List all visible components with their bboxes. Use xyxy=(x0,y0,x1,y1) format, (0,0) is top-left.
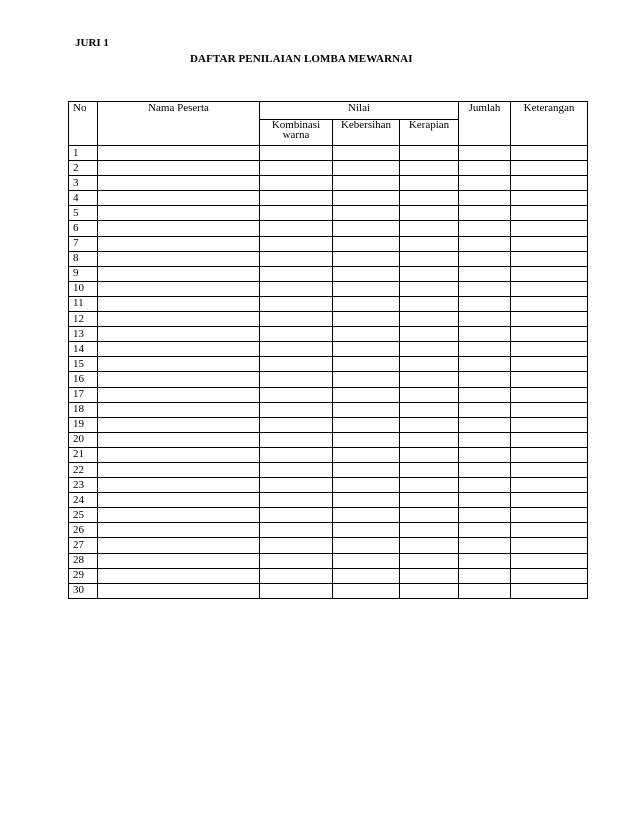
cell-nama-peserta[interactable] xyxy=(98,281,260,296)
table-row xyxy=(69,462,588,477)
cell-jumlah[interactable] xyxy=(459,508,511,523)
cell-kombinasi-warna[interactable] xyxy=(260,523,333,538)
table-row xyxy=(69,221,588,236)
cell-kebersihan[interactable] xyxy=(333,583,400,598)
cell-keterangan[interactable] xyxy=(511,161,588,176)
cell-keterangan[interactable] xyxy=(511,206,588,221)
table-row xyxy=(69,568,588,583)
cell-keterangan[interactable] xyxy=(511,417,588,432)
cell-keterangan[interactable] xyxy=(511,583,588,598)
subheader-kombinasi-warna: Kombinasi warna xyxy=(260,120,333,146)
score-table xyxy=(68,101,588,599)
cell-keterangan[interactable] xyxy=(511,221,588,236)
row-number: 17 xyxy=(69,387,98,402)
cell-kombinasi-warna[interactable] xyxy=(260,478,333,493)
row-number: 5 xyxy=(69,206,98,221)
cell-kerapian[interactable] xyxy=(400,342,459,357)
row-number: 19 xyxy=(69,417,98,432)
row-number: 24 xyxy=(69,493,98,508)
cell-kombinasi-warna[interactable] xyxy=(260,357,333,372)
cell-jumlah[interactable] xyxy=(459,553,511,568)
cell-kebersihan[interactable] xyxy=(333,462,400,477)
cell-kerapian[interactable] xyxy=(400,266,459,281)
row-number: 15 xyxy=(69,357,98,372)
cell-jumlah[interactable] xyxy=(459,493,511,508)
cell-keterangan[interactable] xyxy=(511,568,588,583)
cell-keterangan[interactable] xyxy=(511,146,588,161)
table-row xyxy=(69,538,588,553)
row-number: 25 xyxy=(69,508,98,523)
table-row xyxy=(69,327,588,342)
cell-kombinasi-warna[interactable] xyxy=(260,493,333,508)
cell-nama-peserta[interactable] xyxy=(98,553,260,568)
row-number: 22 xyxy=(69,462,98,477)
subheader-kebersihan: Kebersihan xyxy=(333,120,400,146)
cell-jumlah[interactable] xyxy=(459,432,511,447)
cell-keterangan[interactable] xyxy=(511,296,588,311)
cell-nama-peserta[interactable] xyxy=(98,583,260,598)
cell-kebersihan[interactable] xyxy=(333,327,400,342)
cell-kerapian[interactable] xyxy=(400,357,459,372)
cell-jumlah[interactable] xyxy=(459,266,511,281)
cell-kebersihan[interactable] xyxy=(333,508,400,523)
cell-kombinasi-warna[interactable] xyxy=(260,266,333,281)
cell-keterangan[interactable] xyxy=(511,462,588,477)
cell-kombinasi-warna[interactable] xyxy=(260,281,333,296)
table-row xyxy=(69,402,588,417)
cell-kombinasi-warna[interactable] xyxy=(260,342,333,357)
cell-kebersihan[interactable] xyxy=(333,176,400,191)
cell-kombinasi-warna[interactable] xyxy=(260,176,333,191)
table-row xyxy=(69,493,588,508)
row-number: 9 xyxy=(69,266,98,281)
cell-nama-peserta[interactable] xyxy=(98,357,260,372)
cell-kombinasi-warna[interactable] xyxy=(260,191,333,206)
cell-keterangan[interactable] xyxy=(511,266,588,281)
cell-kebersihan[interactable] xyxy=(333,372,400,387)
cell-kombinasi-warna[interactable] xyxy=(260,312,333,327)
cell-kebersihan[interactable] xyxy=(333,447,400,462)
table-row xyxy=(69,176,588,191)
juri-label: JURI 1 xyxy=(75,37,109,49)
table-row xyxy=(69,191,588,206)
cell-nama-peserta[interactable] xyxy=(98,191,260,206)
row-number: 26 xyxy=(69,523,98,538)
cell-jumlah[interactable] xyxy=(459,176,511,191)
table-row xyxy=(69,387,588,402)
cell-nama-peserta[interactable] xyxy=(98,387,260,402)
cell-kerapian[interactable] xyxy=(400,236,459,251)
cell-kebersihan[interactable] xyxy=(333,417,400,432)
row-number: 8 xyxy=(69,251,98,266)
cell-kombinasi-warna[interactable] xyxy=(260,447,333,462)
table-row xyxy=(69,478,588,493)
row-number: 21 xyxy=(69,447,98,462)
table-row xyxy=(69,417,588,432)
cell-kebersihan[interactable] xyxy=(333,266,400,281)
cell-kerapian[interactable] xyxy=(400,508,459,523)
cell-jumlah[interactable] xyxy=(459,296,511,311)
cell-keterangan[interactable] xyxy=(511,523,588,538)
cell-keterangan[interactable] xyxy=(511,191,588,206)
cell-kombinasi-warna[interactable] xyxy=(260,508,333,523)
cell-kerapian[interactable] xyxy=(400,327,459,342)
cell-keterangan[interactable] xyxy=(511,176,588,191)
cell-kerapian[interactable] xyxy=(400,583,459,598)
table-row xyxy=(69,312,588,327)
cell-jumlah[interactable] xyxy=(459,312,511,327)
header-nama-peserta: Nama Peserta xyxy=(98,102,260,146)
cell-kebersihan[interactable] xyxy=(333,206,400,221)
cell-jumlah[interactable] xyxy=(459,357,511,372)
cell-jumlah[interactable] xyxy=(459,417,511,432)
cell-nama-peserta[interactable] xyxy=(98,493,260,508)
page-title: DAFTAR PENILAIAN LOMBA MEWARNAI xyxy=(190,53,413,65)
cell-kombinasi-warna[interactable] xyxy=(260,402,333,417)
cell-nama-peserta[interactable] xyxy=(98,206,260,221)
cell-nama-peserta[interactable] xyxy=(98,372,260,387)
cell-jumlah[interactable] xyxy=(459,251,511,266)
cell-jumlah[interactable] xyxy=(459,478,511,493)
cell-jumlah[interactable] xyxy=(459,402,511,417)
cell-kombinasi-warna[interactable] xyxy=(260,146,333,161)
cell-kerapian[interactable] xyxy=(400,462,459,477)
cell-nama-peserta[interactable] xyxy=(98,478,260,493)
cell-jumlah[interactable] xyxy=(459,327,511,342)
cell-kombinasi-warna[interactable] xyxy=(260,221,333,236)
cell-jumlah[interactable] xyxy=(459,342,511,357)
cell-keterangan[interactable] xyxy=(511,312,588,327)
table-row xyxy=(69,251,588,266)
header-no: No xyxy=(69,102,98,146)
table-row xyxy=(69,447,588,462)
cell-kombinasi-warna[interactable] xyxy=(260,432,333,447)
cell-jumlah[interactable] xyxy=(459,523,511,538)
cell-jumlah[interactable] xyxy=(459,538,511,553)
row-number: 10 xyxy=(69,281,98,296)
header-nilai: Nilai xyxy=(260,102,459,120)
cell-kombinasi-warna[interactable] xyxy=(260,583,333,598)
cell-kebersihan[interactable] xyxy=(333,553,400,568)
cell-nama-peserta[interactable] xyxy=(98,312,260,327)
table-row xyxy=(69,161,588,176)
row-number: 29 xyxy=(69,568,98,583)
cell-kombinasi-warna[interactable] xyxy=(260,296,333,311)
cell-keterangan[interactable] xyxy=(511,493,588,508)
table-row xyxy=(69,583,588,598)
row-number: 3 xyxy=(69,176,98,191)
cell-keterangan[interactable] xyxy=(511,281,588,296)
cell-keterangan[interactable] xyxy=(511,553,588,568)
cell-nama-peserta[interactable] xyxy=(98,417,260,432)
cell-nama-peserta[interactable] xyxy=(98,266,260,281)
table-row xyxy=(69,296,588,311)
cell-kombinasi-warna[interactable] xyxy=(260,387,333,402)
cell-jumlah[interactable] xyxy=(459,372,511,387)
cell-kerapian[interactable] xyxy=(400,176,459,191)
cell-kebersihan[interactable] xyxy=(333,251,400,266)
row-number: 2 xyxy=(69,161,98,176)
row-number: 7 xyxy=(69,236,98,251)
cell-kombinasi-warna[interactable] xyxy=(260,568,333,583)
cell-keterangan[interactable] xyxy=(511,251,588,266)
cell-kerapian[interactable] xyxy=(400,417,459,432)
table-row xyxy=(69,372,588,387)
cell-keterangan[interactable] xyxy=(511,387,588,402)
cell-nama-peserta[interactable] xyxy=(98,296,260,311)
cell-kombinasi-warna[interactable] xyxy=(260,161,333,176)
cell-nama-peserta[interactable] xyxy=(98,236,260,251)
cell-kebersihan[interactable] xyxy=(333,191,400,206)
subheader-kerapian: Kerapian xyxy=(400,120,459,146)
cell-kebersihan[interactable] xyxy=(333,538,400,553)
row-number: 14 xyxy=(69,342,98,357)
table-row xyxy=(69,146,588,161)
cell-nama-peserta[interactable] xyxy=(98,447,260,462)
row-number: 12 xyxy=(69,312,98,327)
row-number: 27 xyxy=(69,538,98,553)
cell-kebersihan[interactable] xyxy=(333,221,400,236)
cell-keterangan[interactable] xyxy=(511,402,588,417)
row-number: 11 xyxy=(69,296,98,311)
row-number: 30 xyxy=(69,583,98,598)
cell-kebersihan[interactable] xyxy=(333,357,400,372)
cell-nama-peserta[interactable] xyxy=(98,251,260,266)
table-body xyxy=(69,146,588,599)
cell-kebersihan[interactable] xyxy=(333,281,400,296)
row-number: 16 xyxy=(69,372,98,387)
cell-kombinasi-warna[interactable] xyxy=(260,462,333,477)
cell-jumlah[interactable] xyxy=(459,191,511,206)
cell-kombinasi-warna[interactable] xyxy=(260,236,333,251)
cell-kerapian[interactable] xyxy=(400,432,459,447)
row-number: 6 xyxy=(69,221,98,236)
table-row xyxy=(69,432,588,447)
cell-kerapian[interactable] xyxy=(400,478,459,493)
cell-kerapian[interactable] xyxy=(400,387,459,402)
cell-kebersihan[interactable] xyxy=(333,493,400,508)
cell-kebersihan[interactable] xyxy=(333,342,400,357)
cell-jumlah[interactable] xyxy=(459,583,511,598)
cell-jumlah[interactable] xyxy=(459,447,511,462)
cell-nama-peserta[interactable] xyxy=(98,146,260,161)
cell-jumlah[interactable] xyxy=(459,462,511,477)
cell-keterangan[interactable] xyxy=(511,372,588,387)
row-number: 20 xyxy=(69,432,98,447)
cell-keterangan[interactable] xyxy=(511,236,588,251)
cell-nama-peserta[interactable] xyxy=(98,432,260,447)
cell-nama-peserta[interactable] xyxy=(98,568,260,583)
cell-kerapian[interactable] xyxy=(400,568,459,583)
cell-kerapian[interactable] xyxy=(400,493,459,508)
cell-kebersihan[interactable] xyxy=(333,296,400,311)
cell-nama-peserta[interactable] xyxy=(98,462,260,477)
cell-nama-peserta[interactable] xyxy=(98,161,260,176)
row-number: 13 xyxy=(69,327,98,342)
cell-kebersihan[interactable] xyxy=(333,432,400,447)
cell-jumlah[interactable] xyxy=(459,568,511,583)
cell-kerapian[interactable] xyxy=(400,146,459,161)
cell-keterangan[interactable] xyxy=(511,432,588,447)
cell-nama-peserta[interactable] xyxy=(98,327,260,342)
cell-nama-peserta[interactable] xyxy=(98,221,260,236)
row-number: 4 xyxy=(69,191,98,206)
cell-kerapian[interactable] xyxy=(400,161,459,176)
cell-kombinasi-warna[interactable] xyxy=(260,372,333,387)
cell-kombinasi-warna[interactable] xyxy=(260,538,333,553)
cell-nama-peserta[interactable] xyxy=(98,342,260,357)
cell-kerapian[interactable] xyxy=(400,538,459,553)
cell-kebersihan[interactable] xyxy=(333,236,400,251)
cell-keterangan[interactable] xyxy=(511,478,588,493)
cell-kerapian[interactable] xyxy=(400,206,459,221)
cell-jumlah[interactable] xyxy=(459,206,511,221)
cell-kerapian[interactable] xyxy=(400,447,459,462)
row-number: 18 xyxy=(69,402,98,417)
header-keterangan: Keterangan xyxy=(511,102,588,146)
cell-nama-peserta[interactable] xyxy=(98,508,260,523)
cell-keterangan[interactable] xyxy=(511,327,588,342)
cell-kerapian[interactable] xyxy=(400,312,459,327)
cell-kebersihan[interactable] xyxy=(333,523,400,538)
cell-kebersihan[interactable] xyxy=(333,568,400,583)
table-row xyxy=(69,266,588,281)
row-number: 23 xyxy=(69,478,98,493)
table-row xyxy=(69,206,588,221)
table-row xyxy=(69,281,588,296)
cell-jumlah[interactable] xyxy=(459,387,511,402)
table-row xyxy=(69,553,588,568)
cell-kombinasi-warna[interactable] xyxy=(260,327,333,342)
cell-jumlah[interactable] xyxy=(459,236,511,251)
cell-jumlah[interactable] xyxy=(459,146,511,161)
table-row xyxy=(69,236,588,251)
cell-kebersihan[interactable] xyxy=(333,402,400,417)
cell-keterangan[interactable] xyxy=(511,447,588,462)
table-row xyxy=(69,357,588,372)
cell-kerapian[interactable] xyxy=(400,553,459,568)
cell-jumlah[interactable] xyxy=(459,281,511,296)
cell-keterangan[interactable] xyxy=(511,357,588,372)
cell-keterangan[interactable] xyxy=(511,508,588,523)
cell-kombinasi-warna[interactable] xyxy=(260,553,333,568)
header-jumlah: Jumlah xyxy=(459,102,511,146)
row-number: 1 xyxy=(69,146,98,161)
cell-nama-peserta[interactable] xyxy=(98,402,260,417)
table-row xyxy=(69,342,588,357)
cell-jumlah[interactable] xyxy=(459,221,511,236)
cell-kerapian[interactable] xyxy=(400,281,459,296)
cell-kebersihan[interactable] xyxy=(333,478,400,493)
cell-kebersihan[interactable] xyxy=(333,146,400,161)
cell-kerapian[interactable] xyxy=(400,251,459,266)
cell-kerapian[interactable] xyxy=(400,221,459,236)
cell-keterangan[interactable] xyxy=(511,538,588,553)
row-number: 28 xyxy=(69,553,98,568)
cell-kebersihan[interactable] xyxy=(333,312,400,327)
table-row xyxy=(69,508,588,523)
cell-nama-peserta[interactable] xyxy=(98,538,260,553)
cell-kebersihan[interactable] xyxy=(333,387,400,402)
cell-kebersihan[interactable] xyxy=(333,161,400,176)
cell-kombinasi-warna[interactable] xyxy=(260,251,333,266)
cell-kerapian[interactable] xyxy=(400,296,459,311)
cell-nama-peserta[interactable] xyxy=(98,176,260,191)
cell-jumlah[interactable] xyxy=(459,161,511,176)
cell-kombinasi-warna[interactable] xyxy=(260,417,333,432)
cell-kerapian[interactable] xyxy=(400,191,459,206)
cell-kombinasi-warna[interactable] xyxy=(260,206,333,221)
cell-keterangan[interactable] xyxy=(511,342,588,357)
table-row xyxy=(69,523,588,538)
cell-kerapian[interactable] xyxy=(400,402,459,417)
cell-kerapian[interactable] xyxy=(400,523,459,538)
cell-nama-peserta[interactable] xyxy=(98,523,260,538)
cell-kerapian[interactable] xyxy=(400,372,459,387)
